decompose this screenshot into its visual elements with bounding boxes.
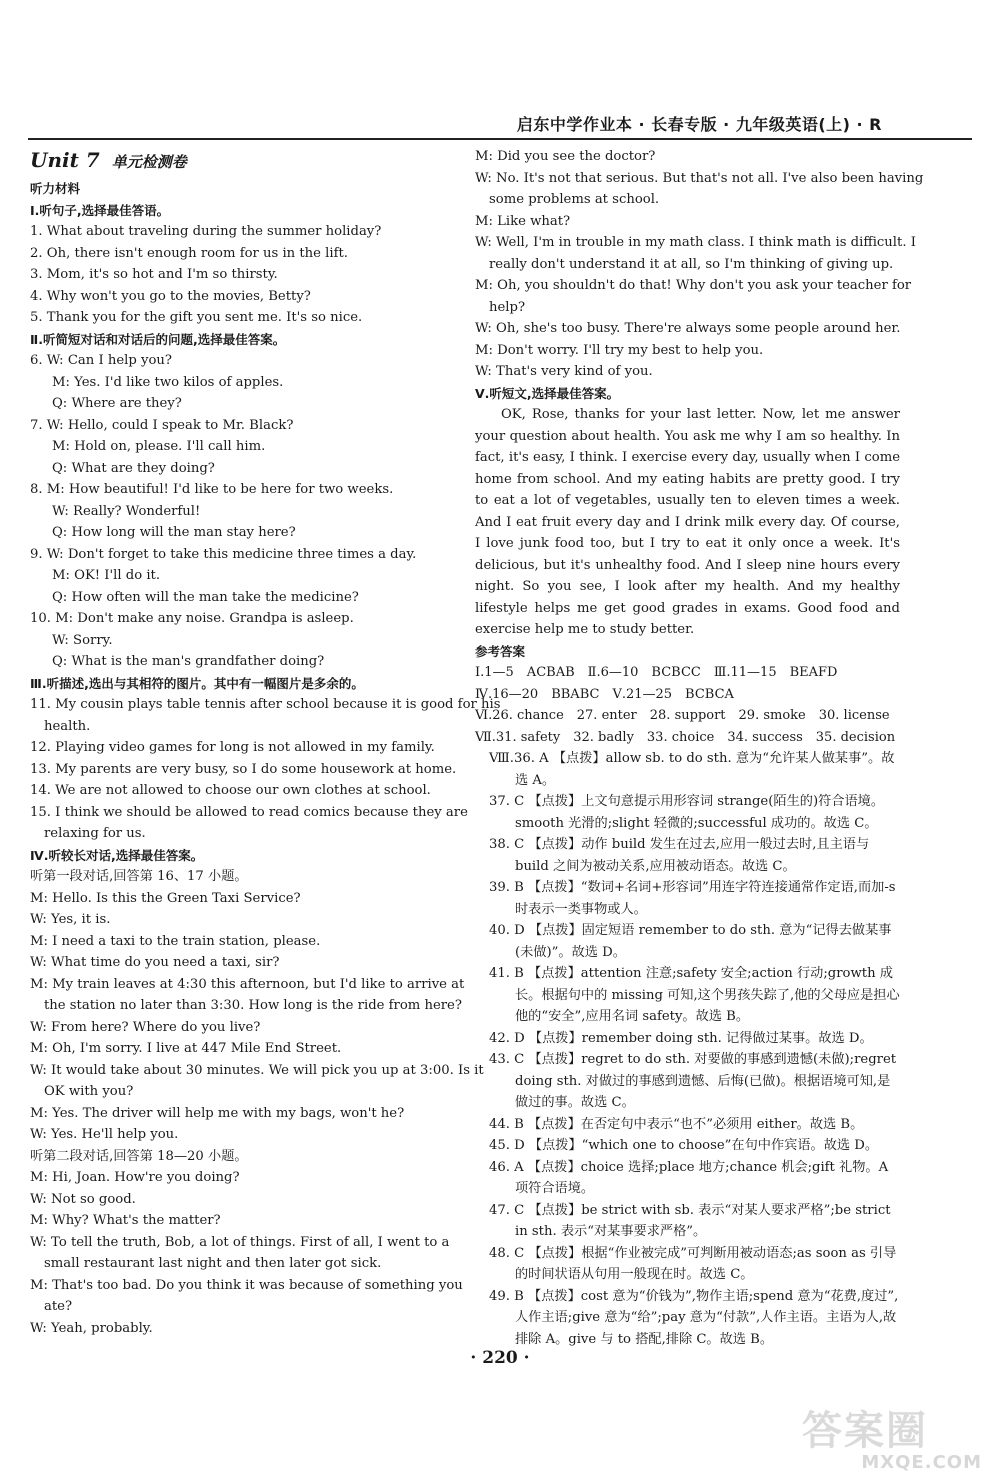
text-line: 2. Oh, there isn't enough room for us in the lift. [30,245,348,261]
text-line: some problems at school. [489,192,660,207]
text-line: Ⅷ.36. A 【点拨】allow sb. to do sth. 意为“允许某人做某事”。故选 A。 [489,751,895,788]
text-line: M: Did you see the doctor? [475,149,656,164]
watermark [802,1399,982,1473]
text-line: M: Hold on, please. I'll call him. [52,439,266,454]
text-line: Q: What is the man's grandfather doing? [52,654,325,669]
text-line: M: Oh, I'm sorry. I live at 447 Mile End Street. [30,1041,342,1056]
text-line: M: Why? What's the matter? [30,1213,221,1228]
text-line: W: Really? Wonderful! [52,503,201,519]
text-line: 43. C 【点拨】regret to do sth. 对要做的事感到遗憾(未做);regret doing sth. 对做过的事感到遗憾、后悔(已做)。根据语境可知,是做过的事。故选 C。 [489,1052,897,1110]
text-line: 7. W: Hello, could I speak to Mr. Black? [30,417,294,433]
text-line: 45. D 【点拨】“which one to choose”在句中作宾语。故选 D。 [489,1138,879,1153]
section-heading: 参考答案 [475,643,526,659]
unit-subtitle: 单元检测卷 [111,153,187,171]
text-line: 39. B 【点拨】“数词+名词+形容词”用连字符连接通常作定语,而加-s 时表示一类事物或人。 [489,880,896,917]
text-line: OK with you? [44,1084,134,1099]
text-line: health. [44,718,91,734]
text-line: Ⅰ.1—5 ACBAB Ⅱ.6—10 BCBCC Ⅲ.11—15 BEAFD [475,665,838,680]
text-line: ate? [44,1299,73,1314]
text-line: 15. I think we should be allowed to read comics because they are [30,804,468,820]
text-line: M: Hi, Joan. How're you doing? [30,1170,240,1185]
text-line: W: It would take about 30 minutes. We will pick you up at 3:00. Is it [30,1062,484,1078]
section-heading: Ⅲ.听描述,选出与其相符的图片。其中有一幅图片是多余的。 [30,675,364,691]
text-line: W: Oh, she's too busy. There're always some people around her. [475,321,901,336]
right-column [475,146,924,1350]
section-heading: Ⅰ.听句子,选择最佳答语。 [30,202,170,218]
unit-heading [30,146,450,176]
text-line: W: That's very kind of you. [475,364,653,379]
text-line: 49. B 【点拨】cost 意为“价钱为”,物作主语;spend 意为“花费,度过”,人作主语;give 意为“给”;pay 意为“付款”,人作主语。主语为人,故排除 A。give 与 to 搭配,排除 C。故选 B。 [489,1288,899,1347]
text-line: 6. W: Can I help you? [30,353,172,368]
text-line: M: I need a taxi to the train station, please. [30,933,321,949]
section-heading: Ⅴ.听短文,选择最佳答案。 [475,385,620,401]
text-line: M: That's too bad. Do you think it was because of something you [30,1277,463,1293]
text-line: 听第一段对话,回答第 16、17 小题。 [30,869,248,884]
text-line: W: Sorry. [52,632,113,648]
text-line: Ⅵ.26. chance 27. enter 28. support 29. smoke 30. license [475,708,890,723]
text-line: 5. Thank you for the gift you sent me. It's so nice. [30,310,363,325]
text-line: M: Yes. The driver will help me with my bags, won't he? [30,1105,405,1121]
text-line: W: Yeah, probably. [30,1320,153,1336]
text-line: 听第二段对话,回答第 18—20 小题。 [30,1148,248,1164]
text-line: M: Oh, you shouldn't do that! Why don't you ask your teacher for [475,278,912,293]
text-line: 44. B 【点拨】在否定句中表示“也不”必须用 either。故选 B。 [489,1116,864,1132]
text-line: 42. D 【点拨】remember doing sth. 记得做过某事。故选 D。 [489,1030,873,1046]
unit-title: Unit 7 [30,148,100,172]
text-line: W: From here? Where do you live? [30,1019,261,1035]
page-header [28,112,972,140]
text-line: 40. D 【点拨】固定短语 remember to do sth. 意为“记得去做某事(未做)”。故选 D。 [489,923,892,960]
text-line: OK, Rose, thanks for your last letter. Now, let me answer your question about health. You ask me why I am so healthy. In fact, it's easy, I think. I exercise every day, usually when I come home from school. And my eating habits are pretty good. I try to eat a lot of vegetables, usually ten to eleven times a week. And I eat fruit every day and I drink milk every day. Of course, I love junk food too, but I try to eat it only once a week. It's delicious, but it's unhealthy food. And I sleep nine hours every night. So you see, I look after my health. And my healthy lifestyle helps me get good grades in exams. Good food and exercise help me to study better. [475,407,900,637]
text-line: 13. My parents are very busy, so I do some housework at home. [30,761,457,777]
text-line: 10. M: Don't make any noise. Grandpa is asleep. [30,611,354,626]
text-line: Ⅶ.31. safety 32. badly 33. choice 34. success 35. decision [475,729,896,745]
text-line: Q: What are they doing? [52,460,215,476]
text-line: W: To tell the truth, Bob, a lot of things. First of all, I went to a [30,1234,450,1250]
text-line: 38. C 【点拨】动作 build 发生在过去,应用一般过去时,且主语与 build 之间为被动关系,应用被动语态。故选 C。 [489,837,870,874]
text-line: Ⅳ.16—20 BBABC Ⅴ.21—25 BCBCA [475,686,734,702]
text-line: 47. C 【点拨】be strict with sb. 表示“对某人要求严格”;be strict in sth. 表示“对某事要求严格”。 [489,1202,891,1239]
text-line: 9. W: Don't forget to take this medicine three times a day. [30,546,417,562]
text-line: 1. What about traveling during the summer holiday? [30,224,382,239]
watermark-logo: 答案圈 [802,1408,928,1454]
text-line: W: Yes, it is. [30,912,111,927]
page-number: · 220 · [470,1348,530,1368]
text-line: M: Yes. I'd like two kilos of apples. [52,374,284,390]
text-line: W: Well, I'm in trouble in my math class. I think math is difficult. I [475,235,916,250]
text-line: M: Don't worry. I'll try my best to help you. [475,342,764,358]
header-title: 启东中学作业本 · 长春专版 · 九年级英语(上) · R [516,115,882,134]
text-line: M: Like what? [475,213,571,229]
section-heading: Ⅳ.听较长对话,选择最佳答案。 [30,847,204,863]
text-line: small restaurant last night and then later got sick. [44,1256,382,1271]
text-line: M: My train leaves at 4:30 this afternoon, but I'd like to arrive at [30,976,465,992]
text-line: W: No. It's not that serious. But that's not all. I've also been having [475,170,924,186]
text-line: 37. C 【点拨】上文句意提示用形容词 strange(陌生的)符合语境。smooth 光滑的;slight 轻微的;successful 成功的。故选 C。 [489,794,885,831]
section-heading: 听力材料 [30,181,81,196]
text-line: 14. We are not allowed to choose our own clothes at school. [30,783,431,798]
text-line: the station no later than 3:30. How long is the ride from here? [44,998,462,1013]
text-line: Q: Where are they? [52,396,182,411]
text-line: 41. B 【点拨】attention 注意;safety 安全;action 行动;growth 成长。根据句中的 missing 可知,这个男孩失踪了,他的父母应是担心他的“安全”,应用名词 safety。故选 B。 [489,966,900,1024]
text-line: relaxing for us. [44,826,146,841]
script-and-answers [475,146,924,1350]
watermark-url: MXQE.COM [861,1452,982,1473]
text-line: 46. A 【点拨】choice 选择;place 地方;chance 机会;gift 礼物。A 项符合语境。 [489,1159,889,1196]
text-line: 8. M: How beautiful! I'd like to be here for two weeks. [30,482,394,497]
text-line: W: Not so good. [30,1191,136,1207]
section-heading: Ⅱ.听简短对话和对话后的问题,选择最佳答案。 [30,331,286,347]
text-line: 12. Playing video games for long is not allowed in my family. [30,740,435,755]
text-line: 11. My cousin plays table tennis after school because it is good for his [30,697,501,712]
text-line: 3. Mom, it's so hot and I'm so thirsty. [30,267,278,282]
text-line: really don't understand it at all, so I'm thinking of giving up. [489,256,894,272]
text-line: Q: How long will the man stay here? [52,525,296,540]
text-line: W: Yes. He'll help you. [30,1127,179,1142]
text-line: 48. C 【点拨】根据“作业被完成”可判断用被动语态;as soon as 引导的时间状语从句用一般现在时。故选 C。 [489,1245,897,1282]
text-line: help? [489,299,526,315]
text-line: W: What time do you need a taxi, sir? [30,955,280,970]
text-line: M: Hello. Is this the Green Taxi Service? [30,890,301,906]
text-line: M: OK! I'll do it. [52,568,161,583]
text-line: Q: How often will the man take the medicine? [52,589,359,605]
text-line: 4. Why won't you go to the movies, Betty? [30,288,311,304]
